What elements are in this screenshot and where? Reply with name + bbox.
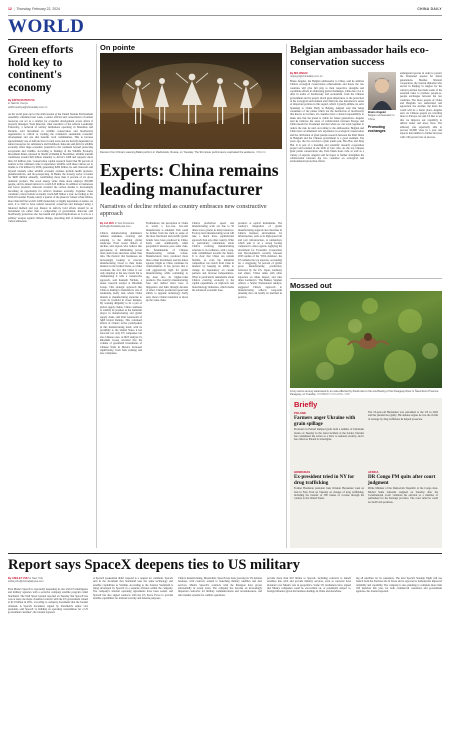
belgian-headline: Belgian ambassador hails eco-conservation success xyxy=(290,44,429,68)
briefly-item-honduras xyxy=(294,470,364,547)
briefly-title: DR Congo PM quits after court judgment xyxy=(368,475,436,486)
ballet-scene xyxy=(100,53,282,149)
briefly-country: POLAND xyxy=(294,411,306,415)
promo-heading: Promoting exchanges xyxy=(368,125,386,133)
ambassador-title: Belgian ambassador to China xyxy=(368,114,395,121)
spacex-byline xyxy=(8,577,88,584)
experts-byline-loc: in San Francisco xyxy=(114,222,135,225)
onpointe-caption-credit: XINHUA xyxy=(255,151,266,154)
mossed-caption-credit: NORBERTO DUARTE / AFP xyxy=(317,393,351,397)
mossed-photo xyxy=(290,291,442,388)
ambassador-photo xyxy=(368,72,396,110)
col-divider xyxy=(96,44,97,548)
spacex-byline-loc: in New York xyxy=(29,577,43,580)
experts-col-4: products or optical instruments. The country's integration of global manufacturing supports also theorizes in China's business environment. Its infrastructure, such as its high-speed rail and port infrastructure, is unmatched, which puts it on a strong footing compared to other regions. Applying the investment for Economic Cooperation and Development's recently released 2023 update of the 'TiVA database', the US remains the top exporter, accounting for a staggering 34 percent of global gross manufacturing production, followed by the US, Japan, Germany and others. 'China ranks with other exporters on times impact, and nine times Germany's.' The Banker, Stephen Abbott, a Senior Professional Analyst, suggested China's approach to manufacturing reflects long-term planning that can hardly be matched in practice. xyxy=(238,222,282,299)
portrait-figure xyxy=(368,72,396,110)
green-headline: Green efforts hold key to continent's economy xyxy=(8,44,74,94)
mossed-heading: Mossed out xyxy=(290,281,332,290)
section-title: WORLD xyxy=(8,16,85,37)
mossed-caption-text: A boy swims among waterweed in an area affected by floods due to the overflowing of the Paraguay River in Ñeembucú Province, Paraguay, on Tuesday. xyxy=(290,390,440,397)
section-rule xyxy=(8,553,442,554)
briefly-title: Ex-president tried in NY for drug trafficking xyxy=(294,475,355,486)
onpointe-heading: On pointe xyxy=(100,43,135,52)
briefly-box xyxy=(290,398,442,548)
water-scene xyxy=(290,291,442,388)
belgian-byline xyxy=(290,72,364,79)
experts-col-1: China's manufacturing dominance remains unshaken, evolving and adapting to the shifting global landscape. Even recent rumors of decline, said experts who believe that perceptions of diminishing power often stem from anecdotes rather than data. The rhetoric that businesses are increasingly looking to relocate manufacturing closer to their home markets in the United States, as China overlooks the fact that China is not only adapting to the new trends but is championing it with a constructive approach, said Kenneth Nichols, a senior research analyst at Rhodium Group. This strategic approach that China is making to maintain its role of leadership, Kelly said, where China intends to manufacturing expertise to create its foothold in closer markets. By working diligently to be a part of global supply chains, China continues to solidify its position as the dominant player in manufacturing and global supply chain, said Paul Gruenwald of S&P Global Ratings. This continued efforts of China's active participation in this manufacturing trend, with its proximity to the United States it has attracted not only US companies but also Chinese ones. A 2023 analysis by Rhodium Group revealed that the volume of greenfield investments of Chinese firms in Mexico increased significantly, from both existing and new companies. xyxy=(100,232,142,356)
experts-headline: Experts: China remains leading manufacturer xyxy=(100,160,279,199)
spacex-byline-name: By ASHLEY ZHU xyxy=(8,577,29,580)
experts-col-2: Furthermore, the perception of China as solely a low-cost, low-end manufacturer is outdated. This could be further from the truth as some of the most functional and prolific global brands have been produced in China, Kelly said. Additionally, while geopolitical tensions pose some risks, the fundamentals of Chinese manufacturing remain robust. Manufacturers have produced more than a smart investment, and the future appears bright as China continues its transformation. It has proven that it will aggressively fight for global manufacturing, while continuing to dig deep into its higher-value products. The country's manufacturing base and skilled labor base is impressive and built through decades of effort. China's production speed and ability to upgrade technology, Kelly said, shows China's intention to move up the value chain. xyxy=(146,222,188,302)
green-byline-loc: in Nairobi, Kenya xyxy=(8,102,28,106)
separator: | xyxy=(12,7,16,11)
green-article xyxy=(8,44,93,550)
page-date: Thursday, February 22, 2024 xyxy=(16,7,60,11)
briefly-body: The 55-year-old Hernandez was extradited to the US in 2022 and has pleaded not guilty. His defense argues he was the victim of revenge by drug traffickers he helped prosecute. xyxy=(368,411,438,421)
experts-byline-email: liazhu@chinadailyusa.com xyxy=(100,225,131,229)
onpointe-caption-text: Dancers from China's Liaoning Ballet perform in Vladivostok, Russia, on Tuesday. The 90-minute performance captivated the audience. xyxy=(100,151,256,154)
briefly-body: Protesters in Poland dumped grain from a number of Ukrainian trucks on Tuesday in the latest incident at the border. Ukraine has condemned the action as a blow to national security, and it has called on Poland to investigate. xyxy=(294,428,364,442)
section-rule xyxy=(8,39,442,40)
page-header xyxy=(8,7,442,15)
experts-byline xyxy=(100,222,142,229)
briefly-country: HONDURAS xyxy=(294,470,311,474)
spacex-headline: Report says SpaceX deepens ties to US military xyxy=(8,557,300,573)
section-rule xyxy=(290,278,442,279)
belgian-byline-email: mojingxi@chinadaily.com.cn xyxy=(290,75,323,79)
col-divider xyxy=(286,44,287,548)
ambassador-name: Bruno Angelet xyxy=(368,111,386,114)
green-byline xyxy=(8,99,93,109)
spacex-col-2: A SpaceX spokesman didn't respond to a request for comment. SpaceX said in the document that Starshield uses the same technology and satellite capabilities as Starlink. According to the Journal, Starshield is being developed by SpaceX in a separate division within the company. The company's internal operating agreements have been sealed, and SpaceX has also signed contracts with the US Space Force to provide satellite capabilities for national security and defense purposes. xyxy=(93,577,173,601)
spacex-col-4: provide more than $10 billion to SpaceX, including contracts to launch satellites into orbit and provide military services, even as concerns have mounted over Musk's role in geopolitics. Some US lawmakers have argued that Musk's companies could be over-reliant on, or potentially subject to, foreign influence given his business dealings in China and elsewhere. xyxy=(267,577,351,594)
ballet-photo xyxy=(100,53,282,149)
green-byline-email: edithmutethya@chinadaily.com.cn xyxy=(8,105,48,109)
spacex-col-3: China's manufacturing. Meanwhile, SpaceX has been growing its US defense business, with contracts related to launching military satellites and data services. Musk's SpaceX's contracts with the Pentagon have grown substantially in recent years. The company has become an increasingly important contractor for military communications and reconnaissance, and data transfer systems for combat operations. xyxy=(178,577,262,597)
page-number: 12 xyxy=(8,7,12,11)
experts-col-3: China's production speed and manufacturing scale are due to 50 times lower greater in many instances. Factory-level manufacturing work will take a much more sophisticated approach than any other country. What is particularly remarkable about China's evolving manufacturing structure is its resilience, with a long-term commitment towards the future. It is clear that China can remain flexible, as even the industrial competition can switch from value in markets by keeping its ability to change its dependency on certain partners and increase independence. What is particularly remarkable about China's evolving economy is the capital expenditure on high-tech and biotechnology industries, which marks the advanced economic base. xyxy=(192,222,234,292)
experts-subhead: Narratives of decline refuted as country embraces new constructive approach xyxy=(100,203,267,218)
brand-name: CHINA DAILY xyxy=(417,7,442,11)
briefly-item-continued xyxy=(368,411,438,466)
briefly-item-poland xyxy=(294,411,364,468)
spacex-byline-email: ashleyzhu@chinadailyusa.com xyxy=(8,580,44,584)
experts-byline-name: By LIA ZHU xyxy=(100,222,115,225)
briefly-heading: Briefly xyxy=(294,400,318,409)
belgian-body-col1: Bruno Angelet, the Belgian ambassador to China, said he admires China's ecological conservation achievements and hopes the two countries will give full play to their respective strengths and coordinate efforts in addressing global challenges. China has a lot to offer in terms of biodiversity and ecotourism, from the Chinese government and its people attach great importance to the protection of the ecological environment and China has also introduced a series of important policies in this regard, which I greatly admire, he said. Speaking to China Daily in Beijing, Angelet said that being consumers of the planet which are the destruction of biodiversity that knows no borders, all countries have a shared responsibility to make sure that the planet is viable for future generations. Angelet said he believes the areas of collaboration between Europe and China should be broadened and that when we can work together to reduce the risk, he said. According to the ambassador, Belgian and China have accumulated rich experience in ecological conservation and the cultivation of giant pandas research between the Pairi Daiza in Belgium and the Chinese government is a good example. Ten years ago, the two received a giant panda pair, Hao Hao and Xing Hui. It is part of a breeding and scientific research cooperation project and resulted in the birth of four cubs. As the top Chinese giant panda conservation site, Pairi Daiza hosts cubs as well as a variety of experts. Angelet said he hopes to further strengthen the collaboration between the two countries on ecological and environmental protection efforts. xyxy=(290,80,364,164)
briefly-body: Prime Minister of the Democratic Republic of the Congo Jean-Michel Sama Lukonde resigned on Tuesday after the Constitutional Court validated his election as a member of parliament for the Katanga province. The court ruled he could not hold both positions. xyxy=(368,487,438,504)
green-byline-name: By EDITH MUTETHYA xyxy=(8,99,35,102)
green-body: As the world gears up for the sixth session of the United Nations Environment Assembly scheduled next week, a senior official said conservation of natural resources can act as a catalyst for economic development across Africa if properly managed. Yoda Innocent, chief executive of the African Leadership University, a network of tertiary institutions operating in Mauritius and Rwanda, said investment in wildlife conservation and biodiversity regeneration is critical to creating the continent's sustainable economic development and one that benefits local communities. This is because approximately one of African lives in rural areas and are heavily dependent on natural resources for subsistence and livelihood. Innocent said Africa's wildlife economy offers huge economic potential to the continent beyond protecting ecosystems and wildlife. According to findings of the Wildlife Economy Investment Index, released in Sharm el-Sheikh in November, wildlife tourism contributes around $29 billion annually to Africa's GDP and supports more than 3.6 million jobs. Conservation capital research found that 80 percent of tourists to the continent come to experience wildlife, with these visitors set to double to 134 million by 2030, generating $260 billion, he said. Innocent said beyond tourism, other wildlife economy avenues include health products, pharmaceuticals, and bio-prospecting. In Benin, the forestry sector accounts for $400 million annually, contributing more than 6 percent of its gross domestic product. The wood energy value chain alone employs 200,000 people, and its annual turnover is worth $13 million. In addition to businesses and forest products, Innocent revealed the carbon market is increasingly becoming an opportunity for Africa's business economy. Together, these constitute a more holistic economy worth $28 billion a year. According to the World Economic Forum, nearly a quarter of the planet is valued at $44 trillion, more than half the world's GDP, moderately or highly dependent on nature. As such, it is vital to have natural resources conserved and managed using a balanced method and pay finance in Africa's bold efforts should be an investment tax rather than a compromise of government. Innocent said biodiversity protection also has health and global implications as it acts as a primary weapon against climate change, absorbing half of human-generated carbon emissions. xyxy=(8,112,93,223)
briefly-item-drc xyxy=(368,470,438,547)
ambassador-photo-caption xyxy=(368,111,398,121)
mossed-caption xyxy=(290,390,442,397)
onpointe-caption xyxy=(100,151,282,154)
spacex-col-1: Elon Musk's SpaceX is reportedly deepening its ties with US intelligence and military agencies with a secretive company satellite program called Starshield. The Wall Street Journal reported on Tuesday that SpaceX has won at least one major classified contract with the US government valued at $1.8 billion in 2021, according to company documents that the Journal obtained. A SpaceX document, signed by Starshield's senior vice president, said SpaceX 'is building an operating constellation for a US government customer', the Journal reported. xyxy=(8,588,88,615)
briefly-title: Farmers anger Ukraine with grain spillage xyxy=(294,416,356,427)
spacex-col-5: ing all satellites for its customers. The next SpaceX Starship flight will use launch from the Starbase site in Texas and is expected to demonstrate improved reliability and capability. The company is also planning to complete more than 100 launches this year, for both commercial customers and government agencies, the Journal reported. xyxy=(356,577,442,594)
belgian-body-col2: endangered species in order to protect the threatened species for future generations. Besides bilateral cooperation, the veteran diplomat who served in Beijing in August for the current position has made some of his essential tasks to promote people-to-people exchanges between the two countries. The more people of China and Belgium can understand and appreciate one another, the more the world will be a better place, Angelet said. As Chinese people are traveling more to Europe, he said, I'd like to see that we improve our capability to deliver better and more visas. The embassy was reportedly able to process 60,000 visas in a year and expects that number to further increase with a 90 percent rate of success. xyxy=(400,72,442,139)
belgian-byline-name: By MO JINGXI xyxy=(290,72,308,75)
briefly-country: AFRICA xyxy=(368,470,379,474)
briefly-body: Former Honduran president Juan Orlando Hernandez went on trial in New York on Tuesday on charges of drug trafficking, including the transfer of 500 tonnes of cocaine through his country to the United States. xyxy=(294,487,364,501)
